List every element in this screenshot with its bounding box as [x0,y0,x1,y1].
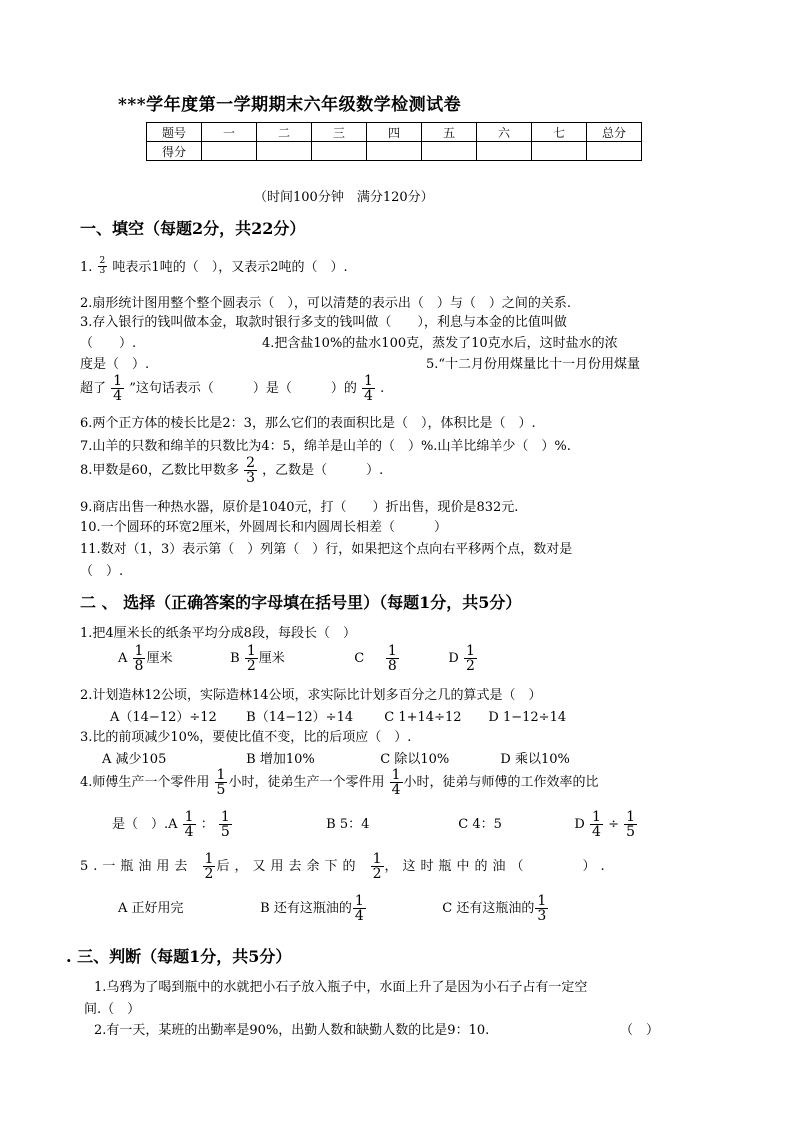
score-cell: 六 [477,123,532,142]
score-cell: 七 [532,123,587,142]
score-cell: 三 [312,123,367,142]
fraction: $\frac{1}{4}$ [391,767,401,798]
score-cell: 四 [367,123,422,142]
s2-q1-options [118,644,478,673]
option-a[interactable]: A $\frac{1}{8}$ 厘米 [118,643,173,674]
fraction: $\frac{1}{2}$ [466,643,475,674]
option-b[interactable]: B 5：4 [326,817,370,832]
fraction: $\frac{1}{3}$ [537,893,547,924]
score-table-score-row [147,142,642,161]
time-note: （时间100分钟 满分120分） [254,190,434,205]
fraction: $\frac{1}{4}$ [364,373,373,404]
fraction: $\frac{1}{5}$ [626,809,636,840]
option-d[interactable]: D 乘以10% [500,752,570,767]
option-b[interactable]: B（14−12）÷14 [246,710,354,725]
fraction: $\frac{2}{3}$ [99,256,106,276]
option-d[interactable]: D $\frac{1}{4}$ ÷ $\frac{1}{5}$ [574,809,636,840]
s1-q10: 10.一个圆环的环宽2厘米，外圆周长和内圆周长相差（ ） [80,520,447,535]
s1-q6: 6.两个正方体的棱长比是2：3，那么它们的表面积比是（ ），体积比是（ ）. [80,416,536,431]
fraction: $\frac{2}{3}$ [246,455,256,486]
fraction: $\frac{1}{2}$ [204,851,214,882]
s2-q3: 3.比的前项减少10%，要使比值不变，比的后项应（ ）. [80,730,412,745]
option-a[interactable]: A（14−12）÷12 [110,710,217,725]
s1-q5-line2: 超了 $\frac{1}{4}$ ”这句话表示（ ）是（ ）的 $\frac{1}{4}$ . [80,373,385,404]
option-c[interactable]: C 还有这瓶油的 $\frac{1}{3}$ [442,893,547,924]
option-d[interactable]: D 1−12÷14 [488,710,567,725]
score-cell: 五 [422,123,477,142]
s2-q2-options [110,706,566,725]
fraction: $\frac{1}{8}$ [134,643,144,674]
score-entry-cell[interactable] [257,142,312,161]
score-table-header-row [147,123,642,142]
score-entry-cell[interactable] [312,142,367,161]
option-c[interactable]: C 4：5 [458,817,502,832]
s2-q5-options [118,894,549,923]
score-entry-cell[interactable] [202,142,257,161]
s3-q1-line1: 1.乌鸦为了喝到瓶中的水就把小石子放入瓶子中，水面上升了是因为小石子占有一定空 [94,980,588,995]
option-d[interactable]: D $\frac{1}{2}$ [448,643,475,674]
s1-q8: 8.甲数是60，乙数比甲数多 $\frac{2}{3}$ ，乙数是（ ）. [80,455,384,486]
score-cell: 题号 [147,123,202,142]
option-b[interactable]: B $\frac{1}{2}$ 厘米 [230,643,285,674]
s2-q2: 2.计划造林12公顷，实际造林14公顷，求实际比计划多百分之几的算式是（ ） [80,688,542,703]
section1-heading: 一、填空（每题2分，共22分） [80,219,306,238]
option-a[interactable]: A 减少105 [102,752,167,767]
fraction: $\frac{1}{8}$ [387,643,397,674]
s1-q1: 1. $\frac{2}{3}$ 吨表示1吨的（ ），又表示2吨的（ ）. [80,256,348,276]
option-a[interactable]: A 正好用完 [118,901,184,916]
s1-q4-line2: 度是（ ）. [80,357,150,372]
fraction: $\frac{1}{5}$ [220,809,230,840]
fraction: $\frac{1}{2}$ [246,643,256,674]
option-c[interactable]: C $\frac{1}{8}$ [354,643,397,674]
s3-q2: 2.有一天，某班的出勤率是90%，出勤人数和缺勤人数的比是9：10. [94,1023,490,1038]
s3-q2-answer-paren[interactable]: （ ） [620,1023,660,1038]
fraction: $\frac{1}{4}$ [184,809,194,840]
s1-q2: 2.扇形统计图用整个整个圆表示（ ），可以清楚的表示出（ ）与（ ）之间的关系. [80,296,572,311]
s1-q3-line2: （ ）. [80,336,137,351]
s2-q3-options [102,748,570,767]
s1-q3-line1: 3.存入银行的钱叫做本金，取款时银行多支的钱叫做（ ），利息与本金的比值叫做 [80,315,567,330]
fraction: $\frac{1}{5}$ [216,767,226,798]
score-table [146,122,642,161]
section3-heading: . 三、判断（每题1分，共5分） [66,947,292,966]
option-b[interactable]: B 还有这瓶油的 $\frac{1}{4}$ [260,893,364,924]
s1-q5-line1: 5.“十二月份用煤量比十一月份用煤量 [426,357,641,372]
score-entry-cell[interactable] [477,142,532,161]
s1-q11-line2: （ ）. [80,564,124,579]
score-entry-cell[interactable] [367,142,422,161]
score-cell: 二 [257,123,312,142]
option-c[interactable]: C 除以10% [380,752,450,767]
fraction: $\frac{1}{4}$ [592,809,601,840]
fraction: $\frac{1}{2}$ [372,851,382,882]
s1-q7: 7.山羊的只数和绵羊的只数比为4：5，绵羊是山羊的（ ）%.山羊比绵羊少（ ）%. [80,439,571,454]
s3-q1-line2: 间.（ ） [84,1002,141,1017]
fraction: $\frac{1}{4}$ [113,373,123,404]
s1-q4: 4.把含盐10%的盐水100克，蒸发了10克水后，这时盐水的浓 [262,336,618,351]
exam-title: ***学年度第一学期期末六年级数学检测试卷 [118,95,462,115]
s2-q1: 1.把4厘米长的纸条平均分成8段，每段长（ ） [80,626,356,641]
option-a[interactable]: 是（ ）.A $\frac{1}{4}$ ： $\frac{1}{5}$ [112,809,230,840]
score-cell: 总分 [587,123,642,142]
fraction: $\frac{1}{4}$ [354,893,364,924]
option-c[interactable]: C 1+14÷12 [384,710,462,725]
s2-q4-line1: 4.师傅生产一个零件用 $\frac{1}{5}$ 小时，徒弟生产一个零件用 $\frac{1}{4}$ 小时，徒弟与师傅的工作效率的比 [80,767,599,798]
s1-q11-line1: 11.数对（1，3）表示第（ ）列第（ ）行，如果把这个点向右平移两个点，数对是 [80,542,573,557]
s2-q4-line2 [112,810,638,839]
score-cell-label: 得分 [147,142,202,161]
score-cell: 一 [202,123,257,142]
score-entry-cell[interactable] [532,142,587,161]
s2-q5-line1: 5.一瓶油用去 $\frac{1}{2}$ 后，又用去余下的 $\frac{1}{2}$ ，这时瓶中的油（ ）. [80,851,610,882]
score-entry-cell[interactable] [587,142,642,161]
section2-heading: 二 、 选择（正确答案的字母填在括号里）（每题1分，共5分） [80,593,522,612]
option-b[interactable]: B 增加10% [246,752,315,767]
s1-q9: 9.商店出售一种热水器，原价是1040元，打（ ）折出售，现价是832元. [80,500,519,515]
score-entry-cell[interactable] [422,142,477,161]
